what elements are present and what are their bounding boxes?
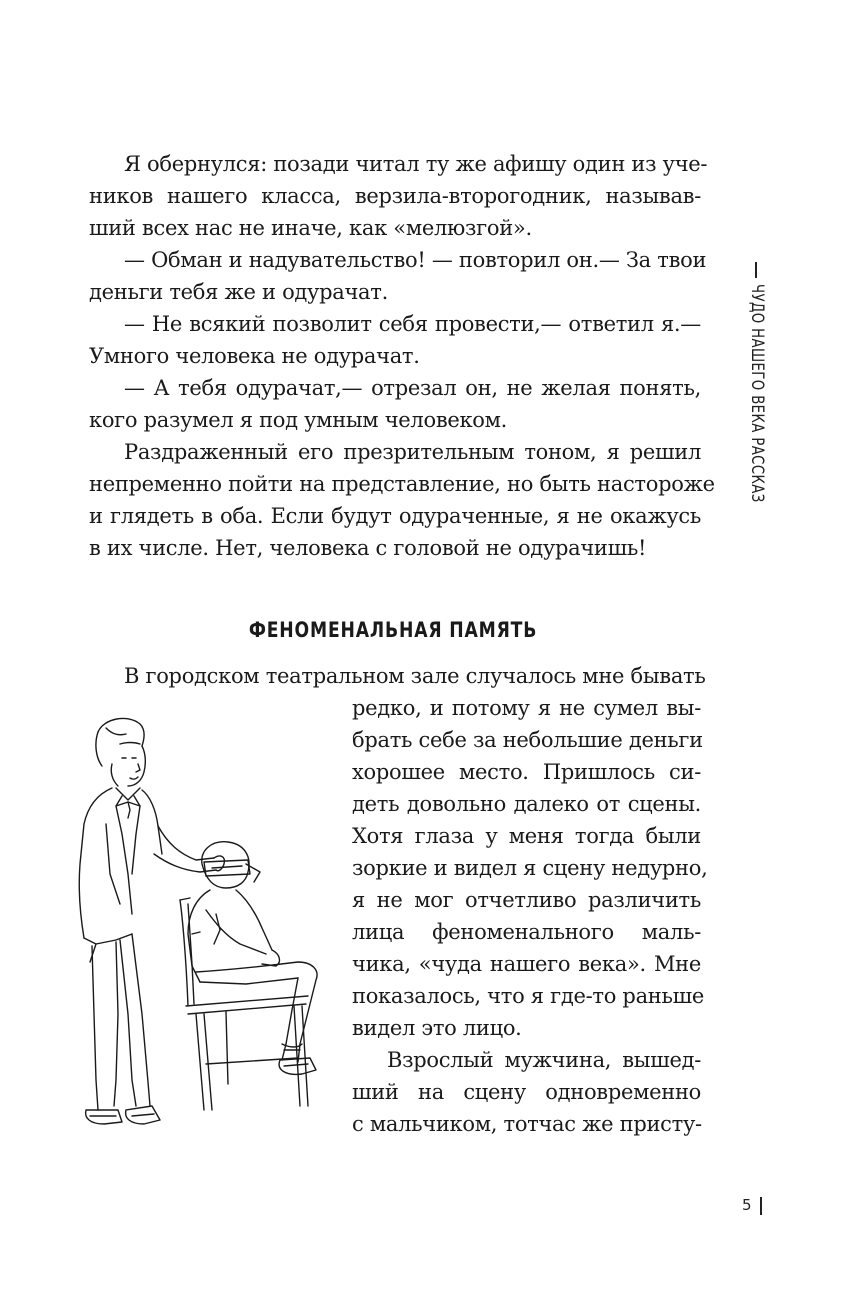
paragraph-line: непременно пойти на представление, но быть настороже xyxy=(89,472,715,496)
paragraph-line: с мальчиком, тотчас же присту- xyxy=(352,1112,702,1136)
paragraph-line: и глядеть в оба. Если будут одураченные, я не окажусь xyxy=(89,504,701,528)
paragraph-line: я не мог отчетливо различить xyxy=(352,888,701,912)
paragraph-line: ников нашего класса, верзила-второгодник, называв- xyxy=(89,184,701,208)
paragraph-line: Взрослый мужчина, вышед- xyxy=(387,1048,701,1072)
running-head-title: ЧУДО НАШЕГО ВЕКА РАССКАЗ xyxy=(747,284,767,503)
paragraph-line: видел это лицо. xyxy=(352,1016,522,1040)
paragraph-line: — Не всякий позволит себя провести,— ответил я.— xyxy=(124,312,701,336)
paragraph-line: Раздраженный его презрительным тоном, я решил xyxy=(124,440,701,464)
page-number: 5 xyxy=(742,1196,752,1214)
running-head xyxy=(736,262,776,542)
illustration xyxy=(76,714,338,1130)
paragraph-line: — А тебя одурачат,— отрезал он, не желая понять, xyxy=(124,376,701,400)
paragraph-line: — Обман и надувательство! — повторил он.— За твои xyxy=(124,248,707,272)
paragraph-line: деть довольно далеко от сцены. xyxy=(352,792,701,816)
paragraph-line: в их числе. Нет, человека с головой не одурачишь! xyxy=(89,536,647,560)
paragraph-line: ший всех нас не иначе, как «мелюзгой». xyxy=(89,216,532,240)
paragraph-line: Я обернулся: позади читал ту же афишу один из уче- xyxy=(124,152,708,176)
paragraph-line: хорошее место. Пришлось си- xyxy=(352,760,701,784)
paragraph-line: редко, и потому я не сумел вы- xyxy=(352,696,701,720)
page-number-rule xyxy=(760,1197,762,1215)
paragraph-line: показалось, что я где-то раньше xyxy=(352,984,704,1008)
paragraph-line: кого разумел я под умным человеком. xyxy=(89,408,508,432)
section-heading: ФЕНОМЕНАЛЬНАЯ ПАМЯТЬ xyxy=(248,618,538,642)
paragraph-line: ший на сцену одновременно xyxy=(352,1080,701,1104)
paragraph-line: лица феноменального маль- xyxy=(352,920,701,944)
paragraph-line: чика, «чуда нашего века». Мне xyxy=(352,952,701,976)
running-head-rule xyxy=(755,262,757,278)
paragraph-line: В городском театральном зале случалось мне бывать xyxy=(124,664,706,688)
paragraph-line: брать себе за небольшие деньги xyxy=(352,728,703,752)
man-and-boy-drawing xyxy=(76,714,338,1130)
paragraph-line: Умного человека не одурачат. xyxy=(89,344,420,368)
paragraph-line: Хотя глаза у меня тогда были xyxy=(352,824,701,848)
paragraph-line: зоркие и видел я сцену недурно, xyxy=(352,856,708,880)
paragraph-line: деньги тебя же и одурачат. xyxy=(89,280,388,304)
